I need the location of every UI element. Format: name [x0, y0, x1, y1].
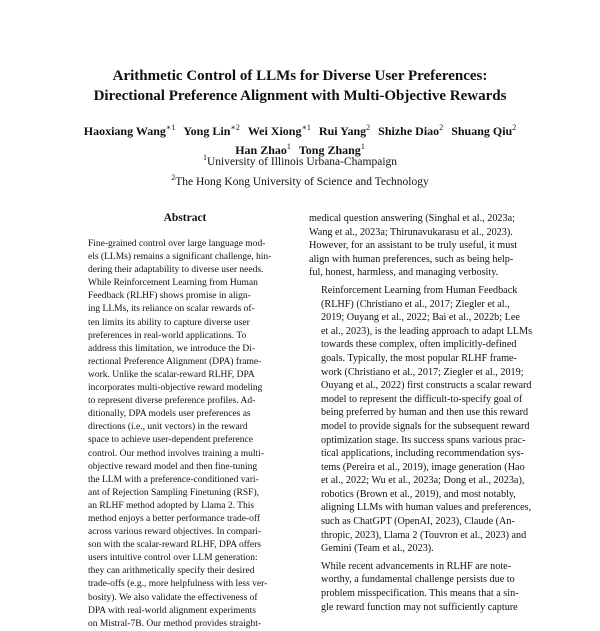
text-line: trade-offs (e.g., more helpfulness with less ver-: [88, 579, 268, 590]
text-line: ten limits its ability to capture diverse user: [88, 317, 250, 328]
text-line: towards these complex, often implicitly-defined: [321, 339, 517, 351]
text-line: align with human preferences, such as being help-: [309, 253, 514, 265]
text-line: model to provide signals for the subsequent reward: [321, 420, 530, 432]
text-line: work (Christiano et al., 2017; Ziegler et al., 2019;: [321, 366, 524, 378]
text-line: ditionally, DPA models user preferences as: [88, 409, 251, 420]
text-line: aligning LLMs with human values and preferences,: [321, 502, 532, 514]
text-line: medical question answering (Singhal et al., 2023a;: [309, 213, 515, 224]
author-name: Shuang Qiu$^2$: [451, 123, 517, 138]
text-line: els (LLMs) remains a significant challenge, hin-: [88, 252, 272, 263]
text-line: optimization stage. Its success spans various prac-: [321, 434, 526, 446]
text-line: son with the scalar-reward RLHF, DPA offers: [88, 540, 261, 551]
text-line: work. Unlike the scalar-reward RLHF, DPA: [88, 369, 255, 380]
text-line: gle reward function may not sufficiently capture: [321, 601, 518, 613]
text-line: 2019; Ouyang et al., 2022; Bai et al., 2022b; Lee: [321, 312, 520, 324]
text-line: on Mistral-7B. Our method provides straight-: [88, 618, 262, 629]
text-line: address this limitation, we introduce the Di-: [88, 343, 256, 354]
author-name: Tong Zhang$^1$: [298, 142, 365, 157]
text-line: objective reward model and then fine-tuning: [88, 461, 258, 472]
text-line: DPA with real-world alignment experiments: [88, 605, 256, 616]
text-line: Gemini (Team et al., 2023).: [321, 543, 434, 555]
paper-title: [40, 66, 560, 106]
text-line: across various reward objectives. In compari-: [88, 527, 262, 538]
abstract-heading: Abstract: [163, 212, 207, 224]
body-paragraph: [309, 284, 531, 556]
text-line: preferences in real-world applications. To: [88, 330, 247, 341]
text-line: However, for an assistant to be truly useful, it must: [309, 240, 518, 252]
text-line: thropic, 2023), Llama 2 (Touvron et al., 2023) and: [321, 529, 527, 541]
text-line: problem misspecification. This means that a sin-: [321, 588, 519, 600]
text-line: to represent diverse preference profiles. Ad-: [88, 396, 256, 407]
text-line: bosity). We also validate the effectiveness of: [88, 592, 258, 603]
text-line: worthy, a fundamental challenge persists due to: [321, 574, 515, 586]
text-line: Fine-grained control over large language mod-: [88, 239, 266, 249]
text-line: Ouyang et al., 2022) first constructs a scalar reward: [321, 380, 532, 392]
text-line: ful, honest, harmless, and managing verbosity.: [309, 267, 499, 279]
title-line: Directional Preference Alignment with Multi-Objective Rewards: [93, 88, 507, 104]
text-line: they can arithmetically specify their desired: [88, 566, 255, 577]
text-line: an RLHF method adopted by Llama 2. This: [88, 500, 255, 511]
text-line: incorporates multi-objective reward modeling: [88, 383, 263, 394]
author-row: [40, 120, 560, 139]
text-line: users intuitive control over LLM generation:: [88, 553, 258, 564]
text-line: rectional Preference Alignment (DPA) frame-: [88, 356, 262, 367]
text-line: method enjoys a better performance trade-off: [88, 513, 261, 524]
text-line: tical applications, including recommendation sys-: [321, 448, 524, 460]
text-line: model to represent the difficult-to-specify goal of: [321, 393, 523, 405]
text-line: dering their adaptability to diverse user needs.: [88, 265, 264, 276]
text-line: et al., 2023), is the leading approach to adapt LLMs: [321, 325, 533, 337]
author-name: Han Zhao$^1$: [235, 142, 291, 157]
introduction-column: [309, 212, 533, 613]
body-paragraph: [309, 560, 531, 614]
text-line: While recent advancements in RLHF are note-: [321, 560, 512, 572]
text-line: goals. Typically, the most popular RLHF frame-: [321, 352, 517, 364]
text-line: such as ChatGPT (OpenAI, 2023), Claude (An-: [321, 516, 515, 528]
author-name: Shizhe Diao$^2$: [378, 123, 444, 138]
text-line: ant of Rejection Sampling Finetuning (RSF),: [88, 487, 259, 498]
affiliation-uiuc: $^1$University of Illinois Urbana-Champaign: [202, 153, 398, 168]
text-line: et al., 2022; Wu et al., 2023a; Dong et al., 2023a),: [321, 475, 525, 487]
text-line: space to achieve user-dependent preference: [88, 435, 253, 446]
text-line: Wang et al., 2023a; Thirunavukarasu et al., 2023).: [309, 226, 513, 238]
title-line: Arithmetic Control of LLMs for Diverse User Preferences:: [112, 68, 488, 84]
affiliations: [40, 150, 560, 190]
text-line: being preferred by human and then use this reward: [321, 407, 529, 419]
author-name: Haoxiang Wang$^{∗1}$: [83, 123, 176, 138]
text-line: robotics (Brown et al., 2019), and most notably,: [321, 488, 516, 500]
text-line: ing LLMs, its reliance on scalar rewards of-: [88, 304, 255, 315]
text-line: Reinforcement Learning from Human Feedback: [321, 284, 518, 296]
text-line: control. Our method involves training a multi-: [88, 448, 264, 459]
body-paragraph: [309, 212, 531, 280]
abstract-body: [88, 238, 282, 629]
author-name: Yong Lin$^{∗2}$: [183, 123, 240, 138]
author-name: Rui Yang$^2$: [318, 123, 371, 138]
text-line: (RLHF) (Christiano et al., 2017; Ziegler et al.,: [321, 298, 510, 310]
text-line: Feedback (RLHF) shows promise in align-: [88, 291, 251, 302]
text-line: directions (i.e., unit vectors) in the reward: [88, 422, 248, 433]
author-name: Wei Xiong$^{∗1}$: [247, 123, 311, 138]
text-line: While Reinforcement Learning from Human: [88, 278, 258, 289]
text-line: tems (Pereira et al., 2019), image generation (Hao: [321, 461, 525, 473]
text-line: the LLM with a preference-conditioned vari-: [88, 474, 259, 485]
affiliation-hkust: $^2$The Hong Kong University of Science and Technology: [171, 172, 429, 188]
